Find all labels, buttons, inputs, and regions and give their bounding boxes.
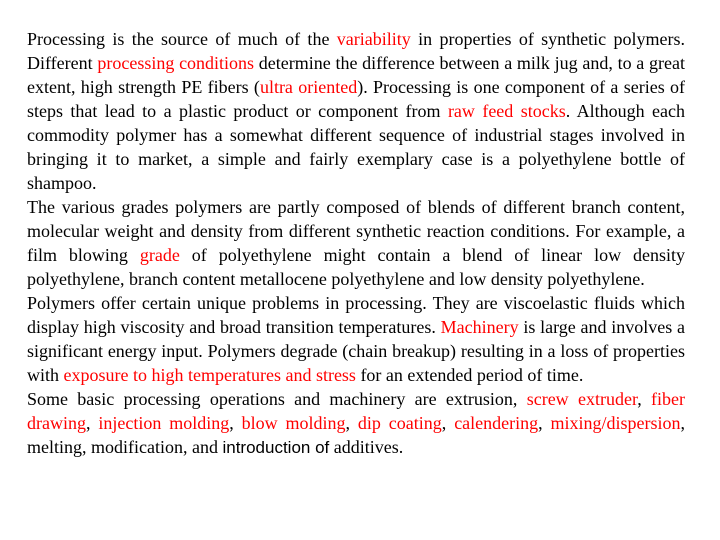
text-segment: of polyethylene might contain a blend of linear low density polyethylene, branch content metallocene polyethylene and low density polyethylene. [27, 245, 685, 289]
paragraph-processing-problems [27, 291, 685, 387]
highlight-exposure: exposure to high temperatures and stress [63, 365, 356, 385]
highlight-mixing-dispersion: mixing/dispersion [550, 413, 681, 433]
text-segment: ). Processing is one component of a series of steps that lead to a plastic product or component from [27, 77, 685, 121]
text-segment: , [637, 389, 652, 409]
text-segment: , [229, 413, 242, 433]
paragraph-operations [27, 387, 685, 460]
text-segment: in properties of synthetic polymers. Different [27, 29, 686, 73]
paragraph-processing-intro [27, 27, 685, 195]
highlight-machinery: Machinery [440, 317, 519, 337]
highlight-screw-extruder: screw extruder [526, 389, 638, 409]
highlight-raw-feed-stocks: raw feed stocks [447, 101, 566, 121]
text-segment: is large and involves a significant energy input. Polymers degrade (chain breakup) resulting in a loss of properties with [27, 317, 685, 385]
document-body [27, 27, 685, 460]
text-segment: , [441, 413, 455, 433]
text-segment: Processing is the source of much of the [27, 29, 337, 49]
text-segment: , [538, 413, 551, 433]
highlight-variability: variability [336, 29, 411, 49]
highlight-dip-coating: dip coating [357, 413, 442, 433]
text-segment: , melting, modification, and [27, 413, 686, 457]
highlight-grade: grade [139, 245, 180, 265]
highlight-calendering: calendering [454, 413, 539, 433]
text-segment: The various grades polymers are partly composed of blends of different branch content, molecular weight and density from different synthetic reaction conditions. For example, a film blowing [27, 197, 685, 265]
text-segment: Polymers offer certain unique problems in processing. They are viscoelastic fluids which display high viscosity and broad transition temperatures. [27, 293, 685, 337]
text-segment-sans: introduction of [222, 438, 330, 457]
text-segment: Some basic processing operations and machinery are extrusion, [27, 389, 527, 409]
text-segment: determine the difference between a milk jug and, to a great extent, high strength PE fibers ( [27, 53, 685, 97]
highlight-ultra-oriented: ultra oriented [259, 77, 358, 97]
text-segment: additives. [329, 437, 404, 457]
highlight-processing-conditions: processing conditions [97, 53, 255, 73]
highlight-injection-molding: injection molding [98, 413, 230, 433]
text-segment: , [85, 413, 99, 433]
text-segment: , [345, 413, 358, 433]
paragraph-polymer-grades [27, 195, 685, 291]
text-segment: . Although each commodity polymer has a somewhat different sequence of industrial stages involved in bringing it to market, a simple and fairly exemplary case is a polyethylene bottle of shampoo. [27, 101, 685, 193]
highlight-fiber-drawing: fiber drawing [27, 389, 685, 433]
text-segment: for an extended period of time. [355, 365, 584, 385]
highlight-blow-molding: blow molding [241, 413, 346, 433]
